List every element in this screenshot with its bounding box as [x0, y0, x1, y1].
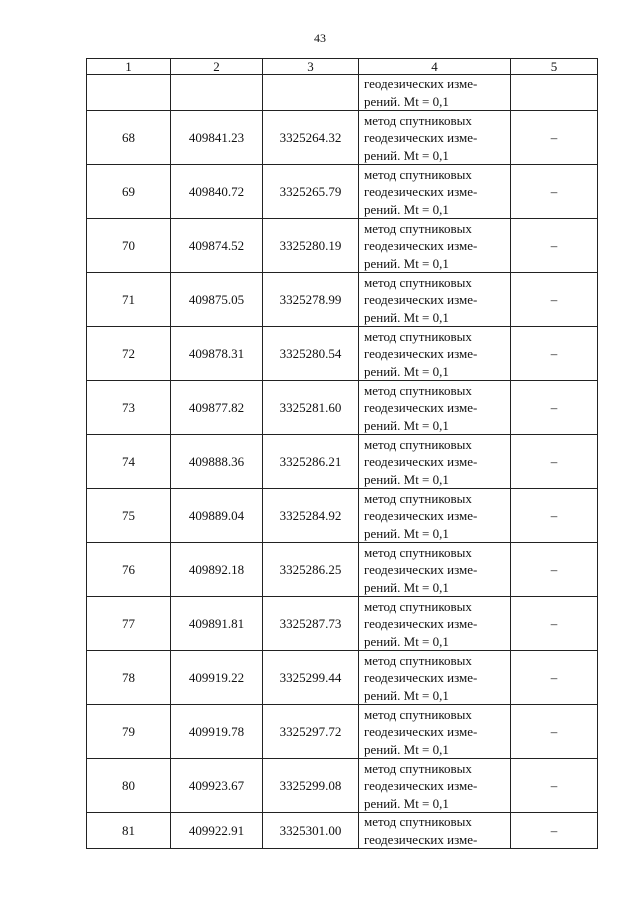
note-cell: –	[511, 597, 598, 651]
table-row	[87, 273, 598, 327]
point-number-cell: 69	[87, 165, 171, 219]
column-header: 1	[87, 59, 171, 75]
y-coordinate-cell: 3325299.08	[263, 759, 359, 813]
y-coordinate-cell: 3325301.00	[263, 813, 359, 849]
note-cell: –	[511, 435, 598, 489]
note-cell: –	[511, 273, 598, 327]
table-row	[87, 165, 598, 219]
method-cell: метод спутниковых геодезических изме- рений. Mt = 0,1	[359, 111, 511, 165]
point-number-cell: 74	[87, 435, 171, 489]
table-row	[87, 759, 598, 813]
x-coordinate-cell: 409919.22	[171, 651, 263, 705]
point-number-cell	[87, 75, 171, 111]
y-coordinate-cell: 3325280.19	[263, 219, 359, 273]
point-number-cell: 81	[87, 813, 171, 849]
y-coordinate-cell: 3325278.99	[263, 273, 359, 327]
y-coordinate-cell: 3325297.72	[263, 705, 359, 759]
x-coordinate-cell: 409922.91	[171, 813, 263, 849]
note-cell	[511, 75, 598, 111]
table-row	[87, 381, 598, 435]
method-cell: метод спутниковых геодезических изме-	[359, 813, 511, 849]
point-number-cell: 76	[87, 543, 171, 597]
y-coordinate-cell: 3325286.25	[263, 543, 359, 597]
table-row	[87, 543, 598, 597]
x-coordinate-cell: 409875.05	[171, 273, 263, 327]
table-row	[87, 813, 598, 849]
continuation-row	[87, 75, 598, 111]
note-cell: –	[511, 111, 598, 165]
point-number-cell: 72	[87, 327, 171, 381]
y-coordinate-cell: 3325280.54	[263, 327, 359, 381]
y-coordinate-cell	[263, 75, 359, 111]
note-cell: –	[511, 165, 598, 219]
method-cell: метод спутниковых геодезических изме- рений. Mt = 0,1	[359, 327, 511, 381]
x-coordinate-cell: 409919.78	[171, 705, 263, 759]
note-cell: –	[511, 813, 598, 849]
table-row	[87, 219, 598, 273]
method-cell: метод спутниковых геодезических изме- рений. Mt = 0,1	[359, 705, 511, 759]
note-cell: –	[511, 705, 598, 759]
column-header: 5	[511, 59, 598, 75]
note-cell: –	[511, 381, 598, 435]
point-number-cell: 77	[87, 597, 171, 651]
x-coordinate-cell: 409889.04	[171, 489, 263, 543]
note-cell: –	[511, 327, 598, 381]
note-cell: –	[511, 489, 598, 543]
column-header: 2	[171, 59, 263, 75]
method-cell: метод спутниковых геодезических изме- рений. Mt = 0,1	[359, 435, 511, 489]
note-cell: –	[511, 759, 598, 813]
coordinates-table	[86, 58, 598, 849]
column-header: 4	[359, 59, 511, 75]
y-coordinate-cell: 3325265.79	[263, 165, 359, 219]
table-row	[87, 327, 598, 381]
point-number-cell: 71	[87, 273, 171, 327]
point-number-cell: 70	[87, 219, 171, 273]
point-number-cell: 80	[87, 759, 171, 813]
point-number-cell: 79	[87, 705, 171, 759]
x-coordinate-cell: 409888.36	[171, 435, 263, 489]
y-coordinate-cell: 3325264.32	[263, 111, 359, 165]
x-coordinate-cell: 409874.52	[171, 219, 263, 273]
point-number-cell: 73	[87, 381, 171, 435]
x-coordinate-cell: 409877.82	[171, 381, 263, 435]
method-cell: метод спутниковых геодезических изме- рений. Mt = 0,1	[359, 273, 511, 327]
method-cell: метод спутниковых геодезических изме- рений. Mt = 0,1	[359, 219, 511, 273]
table-row	[87, 435, 598, 489]
table-row	[87, 111, 598, 165]
point-number-cell: 78	[87, 651, 171, 705]
method-cell: метод спутниковых геодезических изме- рений. Mt = 0,1	[359, 651, 511, 705]
method-cell: метод спутниковых геодезических изме- рений. Mt = 0,1	[359, 165, 511, 219]
y-coordinate-cell: 3325284.92	[263, 489, 359, 543]
y-coordinate-cell: 3325287.73	[263, 597, 359, 651]
column-header: 3	[263, 59, 359, 75]
x-coordinate-cell	[171, 75, 263, 111]
point-number-cell: 68	[87, 111, 171, 165]
y-coordinate-cell: 3325281.60	[263, 381, 359, 435]
note-cell: –	[511, 543, 598, 597]
y-coordinate-cell: 3325299.44	[263, 651, 359, 705]
x-coordinate-cell: 409891.81	[171, 597, 263, 651]
x-coordinate-cell: 409923.67	[171, 759, 263, 813]
method-cell: метод спутниковых геодезических изме- рений. Mt = 0,1	[359, 543, 511, 597]
point-number-cell: 75	[87, 489, 171, 543]
x-coordinate-cell: 409841.23	[171, 111, 263, 165]
table-row	[87, 489, 598, 543]
note-cell: –	[511, 651, 598, 705]
method-cell: метод спутниковых геодезических изме- рений. Mt = 0,1	[359, 597, 511, 651]
header-row	[87, 59, 598, 75]
x-coordinate-cell: 409878.31	[171, 327, 263, 381]
table-row	[87, 705, 598, 759]
y-coordinate-cell: 3325286.21	[263, 435, 359, 489]
x-coordinate-cell: 409840.72	[171, 165, 263, 219]
method-cell: метод спутниковых геодезических изме- рений. Mt = 0,1	[359, 381, 511, 435]
table-row	[87, 597, 598, 651]
page-number: 43	[314, 31, 326, 45]
x-coordinate-cell: 409892.18	[171, 543, 263, 597]
table-row	[87, 651, 598, 705]
note-cell: –	[511, 219, 598, 273]
method-cell: геодезических изме- рений. Mt = 0,1	[359, 75, 511, 111]
method-cell: метод спутниковых геодезических изме- рений. Mt = 0,1	[359, 489, 511, 543]
method-cell: метод спутниковых геодезических изме- рений. Mt = 0,1	[359, 759, 511, 813]
